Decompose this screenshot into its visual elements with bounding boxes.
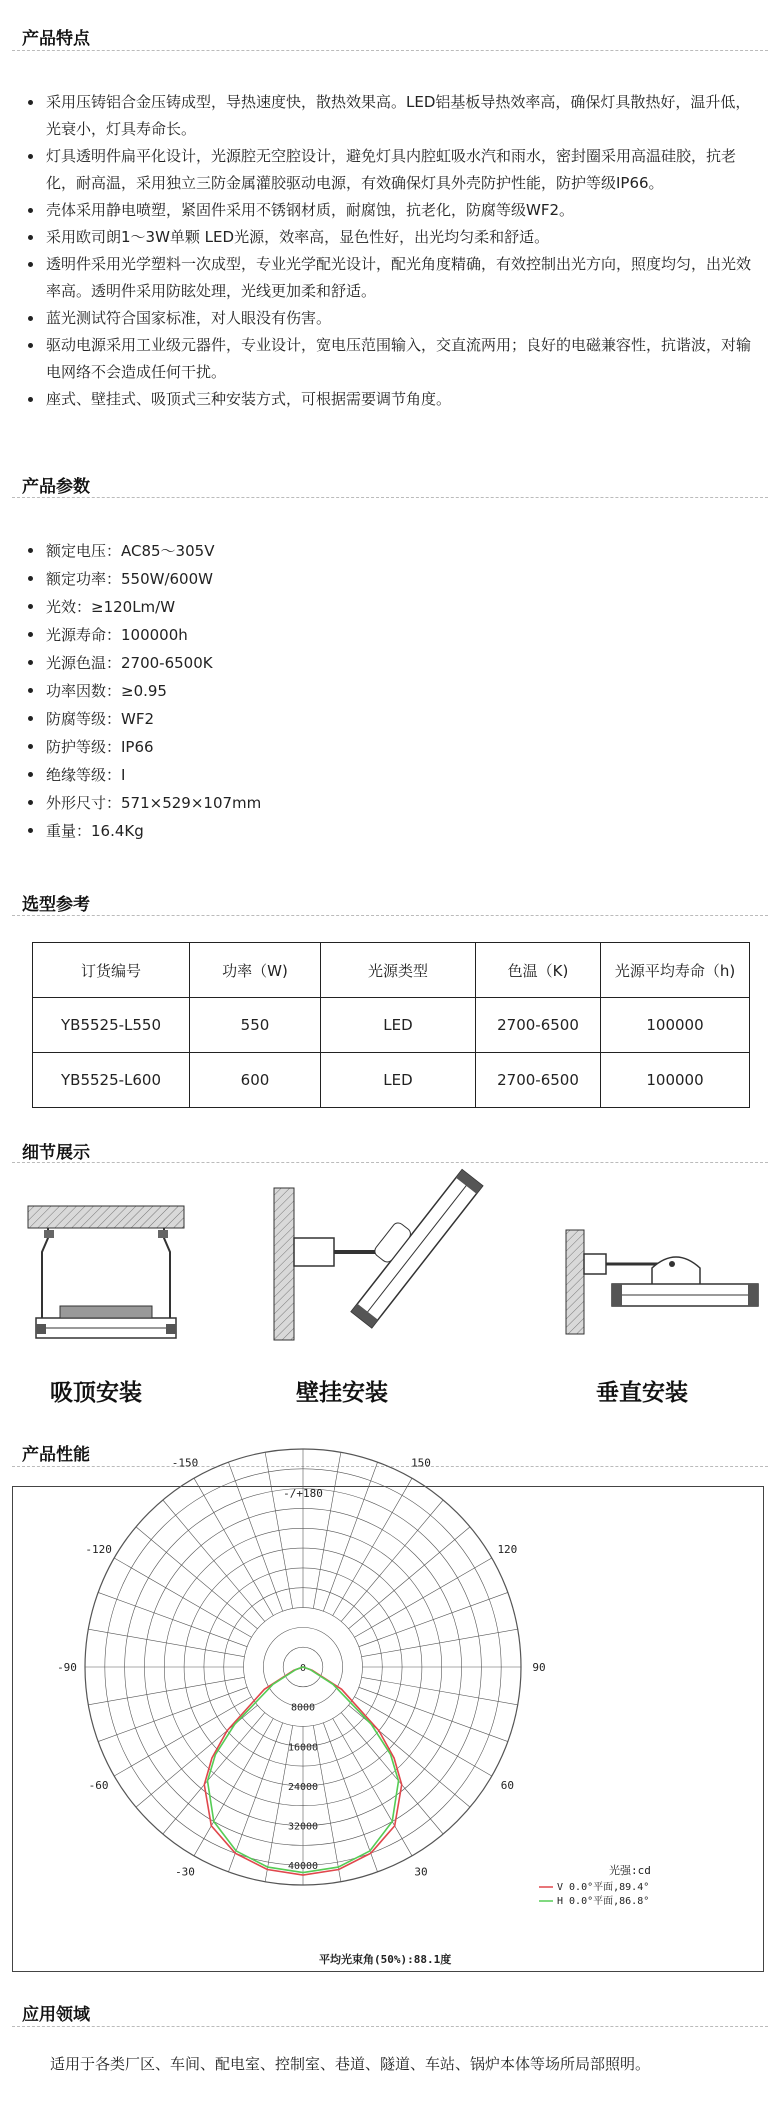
list-item: 光源寿命：100000h xyxy=(22,621,762,649)
column-header: 色温（K) xyxy=(476,943,601,998)
wall-mount-label: 壁挂安装 xyxy=(296,1380,388,1406)
polar-spoke xyxy=(228,1462,282,1611)
polar-spoke xyxy=(362,1677,518,1705)
angle-label: -150 xyxy=(171,1456,199,1470)
table-cell: YB5525-L550 xyxy=(33,998,190,1053)
polar-spoke xyxy=(194,1718,273,1855)
angle-label: -60 xyxy=(88,1779,109,1792)
table-cell: 100000 xyxy=(601,998,750,1053)
polar-spoke xyxy=(323,1723,377,1872)
polar-spoke xyxy=(362,1629,518,1657)
params-title: 产品参数 xyxy=(22,477,90,497)
table-cell: YB5525-L600 xyxy=(33,1053,190,1108)
radial-label: 8000 xyxy=(290,1702,316,1714)
table-cell: 100000 xyxy=(601,1053,750,1108)
polar-light-distribution-chart xyxy=(13,1456,763,1971)
angle-label: -30 xyxy=(175,1865,195,1879)
table-row xyxy=(33,1053,750,1108)
divider xyxy=(12,915,768,916)
polar-spoke xyxy=(313,1452,341,1608)
list-item: 额定电压：AC85～305V xyxy=(22,537,762,565)
radial-label: 32000 xyxy=(287,1821,319,1833)
table-header-row xyxy=(33,943,750,998)
installation-diagrams xyxy=(0,1172,776,1372)
polar-spoke xyxy=(228,1723,282,1872)
polar-spoke xyxy=(333,1478,412,1615)
vertical-mount-diagram xyxy=(566,1230,758,1334)
list-item: 驱动电源采用工业级元器件，专业设计，宽电压范围输入，交直流两用；良好的电磁兼容性，抗谐波，对输电网络不会造成任何干扰。 xyxy=(22,332,762,386)
polar-chart-frame xyxy=(12,1456,764,1972)
list-item: 光效：≥120Lm/W xyxy=(22,593,762,621)
angle-label-zero: 0 xyxy=(299,1663,307,1674)
features-list xyxy=(22,89,762,413)
list-item: 防腐等级：WF2 xyxy=(22,705,762,733)
angle-label: -/+180 xyxy=(283,1487,323,1500)
table-cell: 550 xyxy=(190,998,321,1053)
list-item: 采用欧司朗1～3W单颗 LED光源，效率高，显色性好，出光均匀柔和舒适。 xyxy=(22,224,762,251)
column-header: 订货编号 xyxy=(33,943,190,998)
angle-label: -90 xyxy=(57,1661,77,1674)
polar-spoke xyxy=(114,1697,251,1776)
selection-title: 选型参考 xyxy=(22,895,90,915)
polar-spoke xyxy=(98,1592,247,1646)
polar-spoke xyxy=(265,1452,293,1608)
polar-spoke xyxy=(88,1629,244,1657)
ceiling-mount-label: 吸顶安装 xyxy=(50,1380,142,1406)
divider xyxy=(12,2026,768,2027)
divider xyxy=(12,1162,768,1163)
ceiling-mount-diagram xyxy=(28,1206,184,1338)
selection-table xyxy=(32,942,750,1108)
column-header: 光源平均寿命（h) xyxy=(601,943,750,998)
list-item: 重量：16.4Kg xyxy=(22,817,762,845)
application-title: 应用领域 xyxy=(22,2005,90,2025)
column-header: 光源类型 xyxy=(321,943,476,998)
angle-label: 90 xyxy=(532,1661,546,1674)
polar-spoke xyxy=(194,1478,273,1615)
radial-label: 40000 xyxy=(287,1861,319,1873)
angle-label: 150 xyxy=(411,1456,431,1470)
angle-label: 30 xyxy=(414,1865,428,1879)
polar-spoke xyxy=(323,1462,377,1611)
polar-spoke xyxy=(114,1558,251,1637)
details-title: 细节展示 xyxy=(22,1143,90,1163)
vertical-mount-label: 垂直安装 xyxy=(596,1380,688,1406)
params-list xyxy=(22,537,762,845)
table-cell: 600 xyxy=(190,1053,321,1108)
legend-h-label: H 0.0°平面,86.8° xyxy=(557,1896,650,1907)
list-item: 防护等级：IP66 xyxy=(22,733,762,761)
list-item: 光源色温：2700-6500K xyxy=(22,649,762,677)
radial-label: 24000 xyxy=(287,1781,319,1793)
list-item: 采用压铸铝合金压铸成型，导热速度快，散热效果高。LED铝基板导热效率高，确保灯具散热好，温升低，光衰小，灯具寿命长。 xyxy=(22,89,762,143)
legend-title: 光强:cd xyxy=(609,1864,651,1877)
angle-label: 60 xyxy=(500,1779,515,1792)
application-text: 适用于各类厂区、车间、配电室、控制室、巷道、隧道、车站、锅炉本体等场所局部照明。 xyxy=(50,2055,651,2073)
list-item: 灯具透明件扁平化设计，光源腔无空腔设计，避免灯具内腔虹吸水汽和雨水，密封圈采用高温硅胶，抗老化，耐高温，采用独立三防金属灌胶驱动电源，有效确保灯具外壳防护性能，防护等级IP66。 xyxy=(22,143,762,197)
table-cell: 2700-6500 xyxy=(476,1053,601,1108)
table-row xyxy=(33,998,750,1053)
polar-spoke xyxy=(333,1718,412,1855)
beam-angle-footer: 平均光束角(50%):88.1度 xyxy=(319,1953,452,1966)
list-item: 绝缘等级：I xyxy=(22,761,762,789)
polar-spoke xyxy=(359,1592,508,1646)
wall-mount-diagram xyxy=(274,1157,483,1340)
table-cell: LED xyxy=(321,998,476,1053)
list-item: 透明件采用光学塑料一次成型，专业光学配光设计，配光角度精确，有效控制出光方向，照度均匀，出光效率高。透明件采用防眩处理，光线更加柔和舒适。 xyxy=(22,251,762,305)
polar-spoke xyxy=(354,1697,491,1776)
features-title: 产品特点 xyxy=(22,29,90,49)
table-cell: 2700-6500 xyxy=(476,998,601,1053)
angle-label: 120 xyxy=(497,1543,518,1556)
list-item: 蓝光测试符合国家标准，对人眼没有伤害。 xyxy=(22,305,762,332)
list-item: 外形尺寸：571×529×107mm xyxy=(22,789,762,817)
performance-title: 产品性能 xyxy=(22,1445,90,1465)
list-item: 座式、壁挂式、吸顶式三种安装方式，可根据需要调节角度。 xyxy=(22,386,762,413)
angle-label: -120 xyxy=(85,1543,112,1556)
list-item: 壳体采用静电喷塑，紧固件采用不锈钢材质，耐腐蚀，抗老化，防腐等级WF2。 xyxy=(22,197,762,224)
polar-spoke xyxy=(88,1677,244,1705)
divider xyxy=(12,497,768,498)
radial-label: 16000 xyxy=(287,1742,319,1754)
polar-spoke xyxy=(354,1558,491,1637)
legend-v-label: V 0.0°平面,89.4° xyxy=(557,1882,650,1893)
list-item: 功率因数：≥0.95 xyxy=(22,677,762,705)
table-cell: LED xyxy=(321,1053,476,1108)
divider xyxy=(12,50,768,51)
column-header: 功率（W) xyxy=(190,943,321,998)
list-item: 额定功率：550W/600W xyxy=(22,565,762,593)
